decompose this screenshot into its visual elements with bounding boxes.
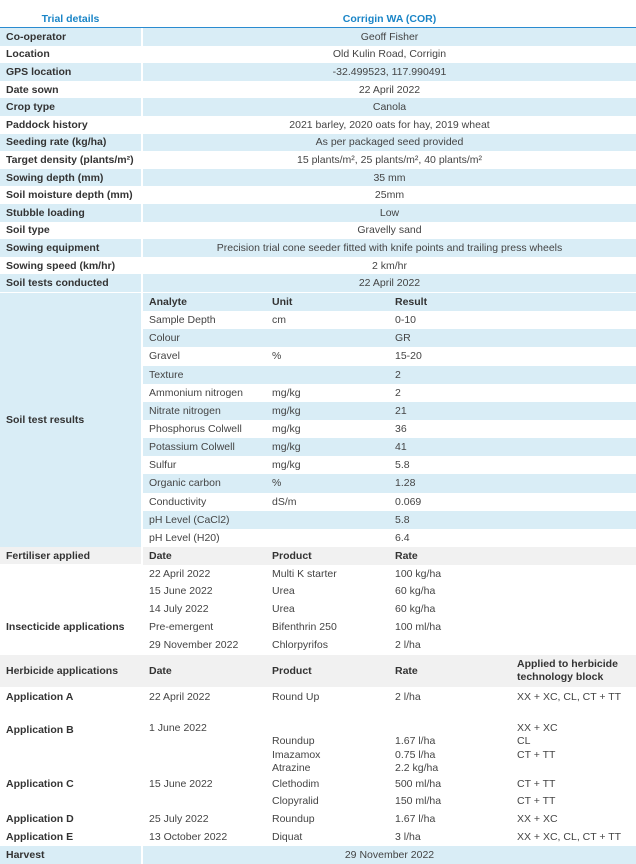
herbicide-row xyxy=(143,735,636,749)
soil-row-cell: mg/kg xyxy=(272,441,301,454)
detail-row xyxy=(0,239,636,257)
soil-row xyxy=(143,366,636,384)
soil-row-cell: 5.8 xyxy=(395,459,410,472)
herbicide-cell: Roundup xyxy=(272,735,315,748)
herbicide-cell: XX + XC xyxy=(517,721,558,734)
herbicide-cell: Clopyralid xyxy=(272,795,319,808)
soil-row-cell: mg/kg xyxy=(272,459,301,472)
fertiliser-row-cell: 60 kg/ha xyxy=(395,585,436,598)
soil-row-cell: Texture xyxy=(149,368,184,381)
herbicide-cell: Atrazine xyxy=(272,762,311,775)
herbicide-cell: 22 April 2022 xyxy=(149,690,211,703)
detail-value: Low xyxy=(143,204,636,222)
soil-row-cell xyxy=(511,420,636,438)
herbicide-cell xyxy=(143,793,266,811)
detail-row xyxy=(0,28,636,46)
soil-row-cell xyxy=(511,366,636,384)
herbicide-header-date: Date xyxy=(149,665,172,677)
detail-value: -32.499523, 117.990491 xyxy=(143,63,636,81)
herbicide-row xyxy=(143,748,636,762)
detail-label: Sowing speed (km/hr) xyxy=(0,257,141,275)
fertiliser-row-cell xyxy=(511,583,636,601)
detail-label: Location xyxy=(0,46,141,64)
soil-row-cell: mg/kg xyxy=(272,423,301,436)
detail-label: Target density (plants/m²) xyxy=(0,151,141,169)
insecticide-grid xyxy=(143,618,636,654)
herbicide-cell: 500 ml/ha xyxy=(395,777,442,790)
detail-value: 15 plants/m², 25 plants/m², 40 plants/m² xyxy=(143,151,636,169)
fertiliser-header-row-cell xyxy=(511,547,636,565)
herbicide-cell: CT + TT xyxy=(517,748,556,761)
insecticide-row xyxy=(143,636,636,654)
herbicide-cell: 0.75 l/ha xyxy=(395,748,436,761)
detail-row xyxy=(0,274,636,292)
detail-row xyxy=(0,257,636,275)
soil-row-cell: 6.4 xyxy=(395,531,410,544)
soil-row-cell xyxy=(511,493,636,511)
soil-row-cell: Organic carbon xyxy=(149,477,221,490)
soil-row xyxy=(143,438,636,456)
fertiliser-row-cell: 14 July 2022 xyxy=(149,603,209,616)
herbicide-cell xyxy=(511,762,636,776)
herbicide-cell: 13 October 2022 xyxy=(149,830,228,843)
detail-value: Canola xyxy=(143,98,636,116)
soil-row xyxy=(143,529,636,547)
soil-row xyxy=(143,493,636,511)
soil-row xyxy=(143,311,636,329)
herbicide-application xyxy=(0,721,636,775)
detail-value: Geoff Fisher xyxy=(143,28,636,46)
soil-row-cell: 0.069 xyxy=(395,495,422,508)
detail-value: 22 April 2022 xyxy=(143,274,636,292)
detail-label: GPS location xyxy=(0,63,141,81)
soil-row-cell: 15-20 xyxy=(395,350,422,363)
soil-row xyxy=(143,384,636,402)
herbicide-row xyxy=(143,793,636,811)
herbicide-cell: 15 June 2022 xyxy=(149,777,213,790)
herbicide-row xyxy=(143,775,636,793)
detail-row xyxy=(0,169,636,187)
soil-row-cell xyxy=(266,511,389,529)
table-header xyxy=(0,10,636,28)
detail-label: Seeding rate (kg/ha) xyxy=(0,134,141,152)
fertiliser-row-cell xyxy=(511,565,636,583)
detail-row xyxy=(0,81,636,99)
detail-label: Stubble loading xyxy=(0,204,141,222)
herbicide-label: Herbicide applications xyxy=(6,665,119,677)
herbicide-application-label: Application E xyxy=(6,830,74,843)
herbicide-application xyxy=(0,810,636,828)
herbicide-cell: XX + XC xyxy=(517,812,558,825)
fertiliser-header-row-cell: Date xyxy=(149,549,172,562)
detail-label: Crop type xyxy=(0,98,141,116)
herbicide-cell: 2.2 kg/ha xyxy=(395,762,439,775)
soil-test-label: Soil test results xyxy=(0,293,141,547)
soil-row-cell xyxy=(511,529,636,547)
harvest-value: 29 November 2022 xyxy=(143,846,636,864)
soil-row-cell xyxy=(266,366,389,384)
header-site: Corrigin WA (COR) xyxy=(342,12,437,25)
herbicide-application xyxy=(0,828,636,846)
insecticide-row-cell xyxy=(511,618,636,636)
herbicide-cell: 3 l/ha xyxy=(395,830,421,843)
detail-label: Sowing equipment xyxy=(0,239,141,257)
detail-label: Co-operator xyxy=(0,28,141,46)
herbicide-row xyxy=(143,688,636,705)
herbicide-cell: CT + TT xyxy=(517,795,556,808)
detail-row xyxy=(0,116,636,134)
herbicide-cell xyxy=(266,721,389,735)
herbicide-cell: 1.67 l/ha xyxy=(395,812,436,825)
insecticide-row-cell: 29 November 2022 xyxy=(149,639,239,651)
soil-row xyxy=(143,420,636,438)
detail-row xyxy=(0,151,636,169)
herbicide-application-label: Application A xyxy=(6,690,74,703)
soil-row-cell xyxy=(511,456,636,474)
soil-test-block xyxy=(0,293,636,547)
herbicide-cell: 25 July 2022 xyxy=(149,812,209,825)
soil-row-cell xyxy=(511,474,636,492)
detail-row xyxy=(0,134,636,152)
herbicide-cell: XX + XC, CL, CT + TT xyxy=(517,690,622,703)
soil-row-cell: % xyxy=(272,350,282,363)
soil-row-cell: Conductivity xyxy=(149,495,207,508)
fertiliser-grid xyxy=(143,547,636,618)
detail-label: Soil tests conducted xyxy=(0,274,141,292)
soil-row xyxy=(143,474,636,492)
herbicide-application xyxy=(0,688,636,721)
detail-row xyxy=(0,98,636,116)
herbicide-application-label: Application D xyxy=(6,812,74,825)
insecticide-row-cell: 2 l/ha xyxy=(395,639,421,651)
soil-row xyxy=(143,402,636,420)
soil-row-cell: Ammonium nitrogen xyxy=(149,386,243,399)
soil-row-cell: 36 xyxy=(395,423,407,436)
soil-row-cell: 1.28 xyxy=(395,477,416,490)
soil-row xyxy=(143,456,636,474)
soil-row-cell: cm xyxy=(272,314,286,327)
herbicide-cell xyxy=(143,735,266,749)
fertiliser-row-cell xyxy=(511,600,636,618)
soil-row-cell xyxy=(511,438,636,456)
fertiliser-row-cell: Urea xyxy=(272,603,295,616)
soil-row-cell: GR xyxy=(395,332,411,345)
fertiliser-header-row-cell: Rate xyxy=(395,549,418,562)
fertiliser-label: Fertiliser applied xyxy=(0,547,141,564)
soil-header-row-cell: Analyte xyxy=(149,296,187,309)
herbicide-cell: 1.67 l/ha xyxy=(395,735,436,748)
soil-row-cell xyxy=(511,402,636,420)
soil-header-row-cell xyxy=(511,293,636,311)
soil-row-cell: pH Level (H20) xyxy=(149,531,220,544)
herbicide-application-label: Application C xyxy=(6,777,74,790)
herbicide-header-applied: Applied to herbicide technology block xyxy=(517,658,618,683)
soil-row-cell: Sample Depth xyxy=(149,314,216,327)
insecticide-row-cell: 100 ml/ha xyxy=(395,621,442,633)
soil-row-cell: 21 xyxy=(395,404,407,417)
detail-row xyxy=(0,204,636,222)
harvest-label: Harvest xyxy=(0,846,141,864)
detail-label: Sowing depth (mm) xyxy=(0,169,141,187)
soil-row-cell xyxy=(511,329,636,347)
fertiliser-row-cell: 100 kg/ha xyxy=(395,567,442,580)
soil-row-cell: mg/kg xyxy=(272,404,301,417)
detail-value: Old Kulin Road, Corrigin xyxy=(143,46,636,64)
herbicide-cell xyxy=(143,748,266,762)
herbicide-cell: Imazamox xyxy=(272,748,321,761)
soil-row-cell xyxy=(511,511,636,529)
detail-label: Soil type xyxy=(0,222,141,240)
detail-label: Soil moisture depth (mm) xyxy=(0,186,141,204)
soil-row-cell: mg/kg xyxy=(272,386,301,399)
fertiliser-header-row-cell: Product xyxy=(272,549,312,562)
soil-row xyxy=(143,329,636,347)
herbicide-cell: XX + XC, CL, CT + TT xyxy=(517,830,622,843)
insecticide-label-filler xyxy=(0,636,141,654)
herbicide-cell: 2 l/ha xyxy=(395,690,421,703)
herbicide-row xyxy=(143,762,636,776)
soil-test-grid xyxy=(143,293,636,547)
insecticide-row xyxy=(143,618,636,636)
herbicide-cell: Diquat xyxy=(272,830,303,843)
herbicide-header-product: Product xyxy=(272,665,312,677)
detail-value: 35 mm xyxy=(143,169,636,187)
insecticide-row-cell: Bifenthrin 250 xyxy=(272,621,337,633)
soil-row-cell: Sulfur xyxy=(149,459,177,472)
detail-value: Gravelly sand xyxy=(143,222,636,240)
herbicide-header-row xyxy=(0,655,636,687)
fertiliser-row xyxy=(143,565,636,583)
detail-value: 2 km/hr xyxy=(143,257,636,275)
detail-row xyxy=(0,46,636,64)
soil-row-cell xyxy=(511,384,636,402)
detail-label: Date sown xyxy=(0,81,141,99)
header-trial-details: Trial details xyxy=(41,12,100,25)
fertiliser-block xyxy=(0,547,636,618)
soil-row-cell: Nitrate nitrogen xyxy=(149,404,221,417)
herbicide-row xyxy=(143,828,636,845)
soil-header-row-cell: Unit xyxy=(272,296,293,309)
insecticide-block xyxy=(0,618,636,654)
soil-row-cell: Phosphorus Colwell xyxy=(149,423,242,436)
soil-row xyxy=(143,511,636,529)
herbicide-cell: Clethodim xyxy=(272,777,320,790)
soil-row xyxy=(143,347,636,365)
herbicide-cell xyxy=(389,721,511,735)
detail-row xyxy=(0,63,636,81)
herbicide-cell: Round Up xyxy=(272,690,320,703)
herbicide-cell: Roundup xyxy=(272,812,315,825)
soil-row-cell: 5.8 xyxy=(395,513,410,526)
insecticide-row-cell: Chlorpyrifos xyxy=(272,639,329,651)
herbicide-application-label: Application B xyxy=(6,723,74,736)
insecticide-row-cell: Pre-emergent xyxy=(149,621,214,633)
detail-value: 25mm xyxy=(143,186,636,204)
harvest-row xyxy=(0,846,636,864)
soil-row-cell: 0-10 xyxy=(395,314,417,327)
soil-row-cell: Colour xyxy=(149,332,180,345)
detail-value: 22 April 2022 xyxy=(143,81,636,99)
detail-value: 2021 barley, 2020 oats for hay, 2019 wheat xyxy=(143,116,636,134)
herbicide-application xyxy=(0,775,636,810)
soil-row-cell: % xyxy=(272,477,282,490)
detail-row xyxy=(0,186,636,204)
soil-row-cell: pH Level (CaCl2) xyxy=(149,513,230,526)
herbicide-cell xyxy=(143,762,266,776)
herbicide-header-rate: Rate xyxy=(395,665,418,677)
fertiliser-row xyxy=(143,583,636,601)
soil-row-cell: Gravel xyxy=(149,350,180,363)
detail-row xyxy=(0,222,636,240)
soil-row-cell: 41 xyxy=(395,441,407,454)
detail-value: Precision trial cone seeder fitted with knife points and trailing press wheels xyxy=(143,239,636,257)
herbicide-row xyxy=(143,810,636,827)
soil-row-cell xyxy=(511,347,636,365)
herbicide-row xyxy=(143,721,636,735)
soil-row-cell xyxy=(266,529,389,547)
soil-row-cell: 2 xyxy=(395,386,401,399)
insecticide-row-cell xyxy=(511,636,636,654)
soil-header-row xyxy=(143,293,636,311)
soil-header-row-cell: Result xyxy=(395,296,428,309)
herbicide-cell: CL xyxy=(517,735,531,748)
insecticide-label: Insecticide applications xyxy=(0,618,141,636)
soil-row-cell xyxy=(266,329,389,347)
fertiliser-label-filler xyxy=(0,564,141,618)
detail-label: Paddock history xyxy=(0,116,141,134)
fertiliser-row xyxy=(143,600,636,618)
fertiliser-row-cell: 15 June 2022 xyxy=(149,585,213,598)
fertiliser-row-cell: Multi K starter xyxy=(272,567,337,580)
soil-row-cell: 2 xyxy=(395,368,401,381)
fertiliser-row-cell: Urea xyxy=(272,585,295,598)
soil-row-cell xyxy=(511,311,636,329)
herbicide-cell: CT + TT xyxy=(517,777,556,790)
herbicide-cell: 1 June 2022 xyxy=(149,721,207,734)
soil-row-cell: dS/m xyxy=(272,495,297,508)
soil-row-cell: Potassium Colwell xyxy=(149,441,235,454)
detail-value: As per packaged seed provided xyxy=(143,134,636,152)
fertiliser-row-cell: 22 April 2022 xyxy=(149,567,211,580)
fertiliser-header-row xyxy=(143,547,636,565)
herbicide-cell: 150 ml/ha xyxy=(395,795,442,808)
fertiliser-row-cell: 60 kg/ha xyxy=(395,603,436,616)
